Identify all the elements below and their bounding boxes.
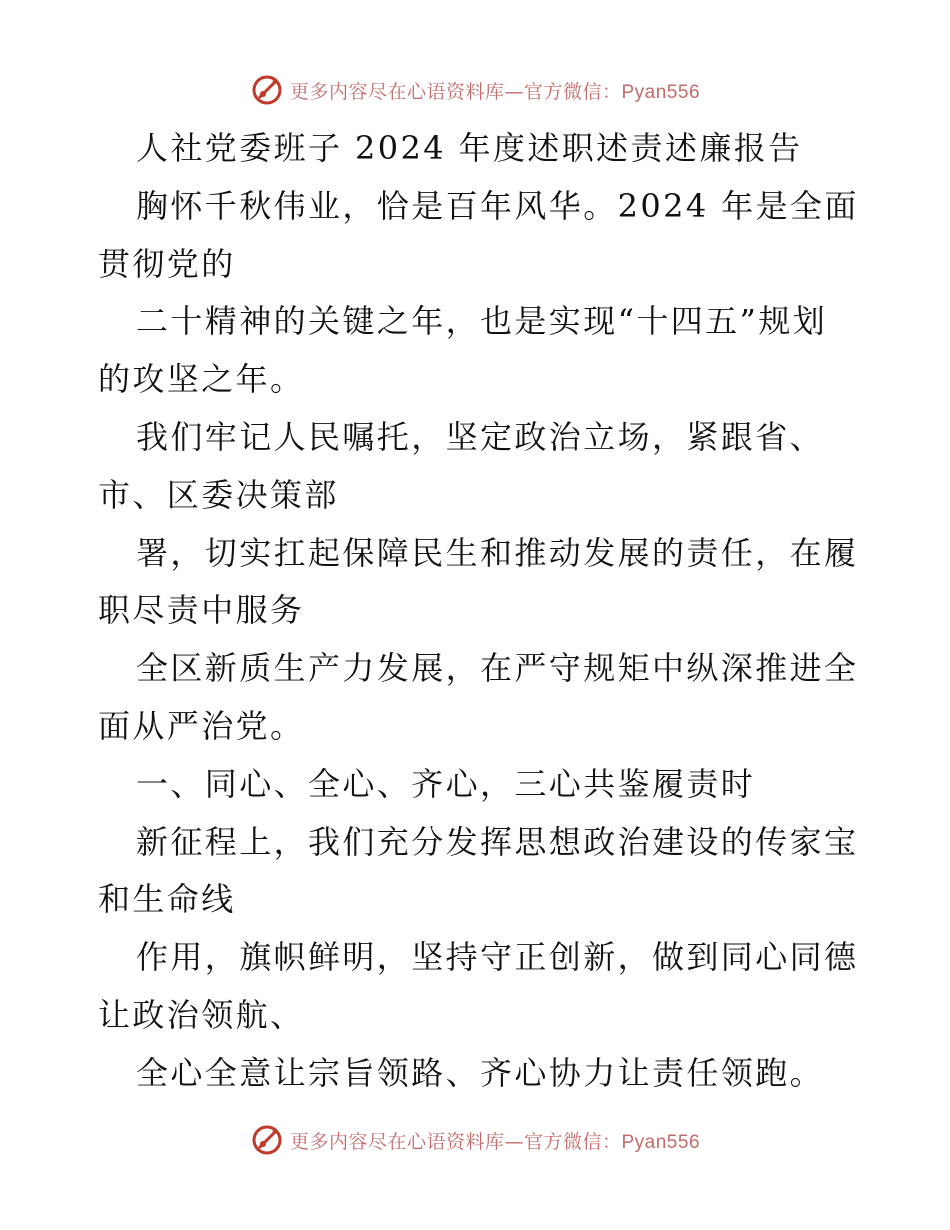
text-line: 和生命线: [98, 880, 236, 919]
text-line: 面从严治党。: [98, 706, 305, 745]
text-line: 新征程上，我们充分发挥思想政治建设的传家宝: [136, 822, 859, 861]
text-line: 职尽责中服务: [98, 591, 305, 630]
text-line: 一、同心、全心、齐心，三心共鉴履责时: [136, 764, 756, 803]
text-line: 全区新质生产力发展，在严守规矩中纵深推进全: [136, 649, 859, 688]
brush-logo-icon: [250, 1123, 284, 1157]
document-title: 人社党委班子 2024 年度述职述责述廉报告: [136, 129, 803, 167]
text-line: 全心全意让宗旨领路、齐心协力让责任领跑。: [136, 1053, 825, 1092]
watermark-wechat-id: Pyan556: [621, 81, 701, 103]
text-line: 胸怀千秋伟业，恰是百年风华。2024 年是全面: [136, 186, 859, 225]
text-line: 市、区委决策部: [98, 475, 339, 514]
brush-logo-icon: [250, 73, 284, 107]
text-line: 作用，旗帜鲜明，坚持守正创新，做到同心同德: [136, 938, 859, 977]
text-line: 让政治领航、: [98, 995, 305, 1034]
header-watermark: [0, 70, 950, 110]
text-line: 的攻坚之年。: [98, 360, 305, 399]
text-line: 我们牢记人民嘱托，坚定政治立场，紧跟省、: [136, 417, 825, 456]
text-line: 署，切实扛起保障民生和推动发展的责任，在履: [136, 533, 859, 572]
text-line: 贯彻党的: [98, 244, 236, 283]
watermark-text: 更多内容尽在心语资料库—官方微信：: [289, 80, 622, 103]
watermark-wechat-id: Pyan556: [621, 1131, 701, 1153]
text-line: 二十精神的关键之年，也是实现“十四五”规划: [136, 302, 828, 341]
watermark-text: 更多内容尽在心语资料库—官方微信：: [289, 1130, 622, 1153]
footer-watermark: [0, 1120, 950, 1160]
document-body: [98, 120, 858, 1103]
